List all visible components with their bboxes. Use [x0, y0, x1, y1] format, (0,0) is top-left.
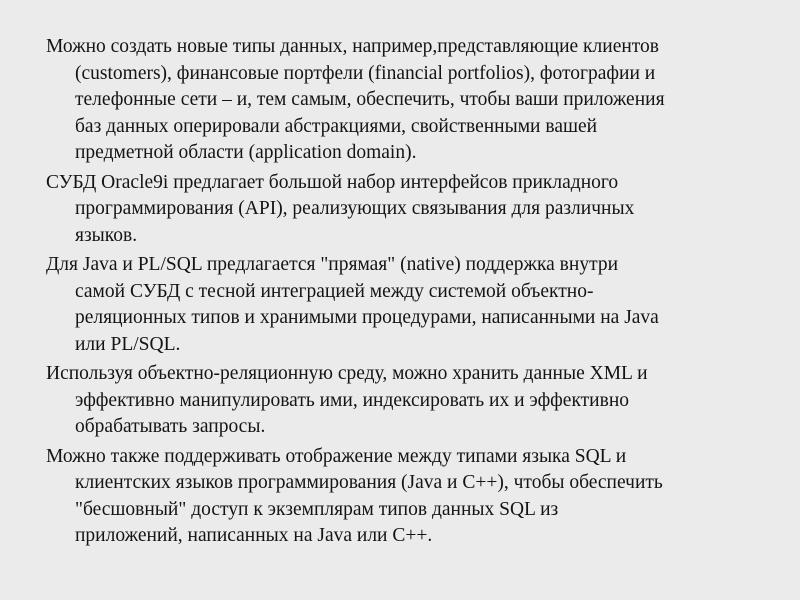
paragraph-line: телефонные сети – и, тем самым, обеспечить, чтобы ваши приложения — [75, 89, 665, 110]
paragraph-line: самой СУБД с тесной интеграцией между системой объектно- — [75, 280, 594, 302]
paragraph-line: Можно создать новые типы данных, например,представляющие клиентов — [46, 36, 660, 57]
paragraph-line: или PL/SQL. — [75, 333, 181, 355]
paragraph-line: Для Java и PL/SQL предлагается "прямая" (native) поддержка внутри — [46, 254, 619, 275]
paragraph-line: Используя объектно-реляционную среду, можно хранить данные XML и — [46, 363, 648, 384]
paragraph-line: реляционных типов и хранимыми процедурами, написанными на Java — [75, 307, 659, 328]
paragraph-line: Можно также поддерживать отображение между типами языка SQL и — [46, 445, 627, 467]
paragraph-line: клиентских языков программирования (Java и C++), чтобы обеспечить — [75, 472, 663, 493]
paragraph-line: эффективно манипулировать ими, индексировать их и эффективно — [75, 389, 630, 411]
paragraph-line: приложений, написанных на Java или C++. — [75, 525, 433, 546]
paragraph-line: (customers), финансовые портфели (financial portfolios), фотографии и — [75, 62, 656, 84]
paragraph-line: СУБД Oracle9i предлагает большой набор интерфейсов прикладного — [46, 171, 619, 193]
paragraph-1 — [46, 34, 776, 167]
paragraph-line: программирования (API), реализующих связывания для различных — [75, 198, 635, 219]
paragraph-4 — [46, 361, 776, 441]
paragraph-line: предметной области (application domain). — [75, 142, 417, 163]
paragraph-5 — [46, 444, 776, 550]
paragraph-line: обрабатывать запросы. — [75, 416, 266, 437]
text-body — [46, 34, 776, 553]
paragraph-line: языков. — [75, 224, 138, 246]
paragraph-3 — [46, 252, 776, 358]
paragraph-2 — [46, 170, 776, 250]
paragraph-line: баз данных оперировали абстракциями, свойственными вашей — [75, 115, 598, 137]
paragraph-line: "бесшовный" доступ к экземплярам типов данных SQL из — [75, 498, 559, 520]
